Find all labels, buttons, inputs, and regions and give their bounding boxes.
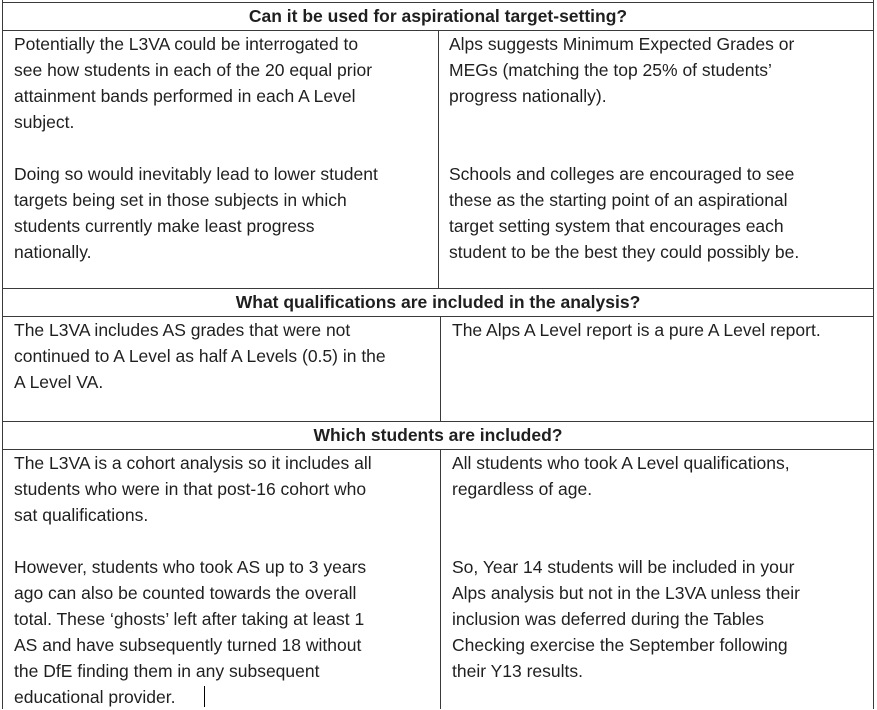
l3va-description: The L3VA is a cohort analysis so it includes all students who were in that post-16 cohort who sat qualifications. However, students who took AS up to 3 years ago can also be counted towards the overall total. These ‘ghosts’ left after taking at least 1 AS and have subsequently turned 18 without the DfE finding them in any subsequent educational provider. (14, 453, 372, 707)
text-cursor (204, 686, 205, 707)
section-header: Can it be used for aspirational target-setting? (248, 6, 628, 26)
section-header: What qualifications are included in the analysis? (235, 292, 641, 312)
alps-l3va-description: Potentially the L3VA could be interrogated to see how students in each of the 20 equal prior attainment bands performed in each A Level subject. Doing so would inevitably lead to lower student targets being set in those subjects in which students currently make least progress nationally. (14, 34, 378, 262)
alps-description: The Alps A Level report is a pure A Level report. (452, 320, 821, 340)
table-left-border (2, 0, 3, 709)
comparison-table (2, 0, 874, 709)
alps-description: Alps suggests Minimum Expected Grades or MEGs (matching the top 25% of students’ progress nationally). Schools and colleges are encouraged to see these as the starting point of an aspirational target setting system that encourages each student to be the best they could possibly be. (449, 34, 800, 262)
table-right-border (873, 0, 874, 709)
section-header: Which students are included? (313, 425, 563, 445)
l3va-description: The L3VA includes AS grades that were not continued to A Level as half A Levels (0.5) in the A Level VA. (14, 320, 386, 392)
column-divider (440, 316, 441, 421)
column-divider (438, 30, 439, 288)
alps-description: All students who took A Level qualifications, regardless of age. So, Year 14 students will be included in your Alps analysis but not in the L3VA unless their inclusion was deferred during the Tables Checking exercise the September following their Y13 results. (452, 453, 800, 681)
column-divider (440, 449, 441, 709)
